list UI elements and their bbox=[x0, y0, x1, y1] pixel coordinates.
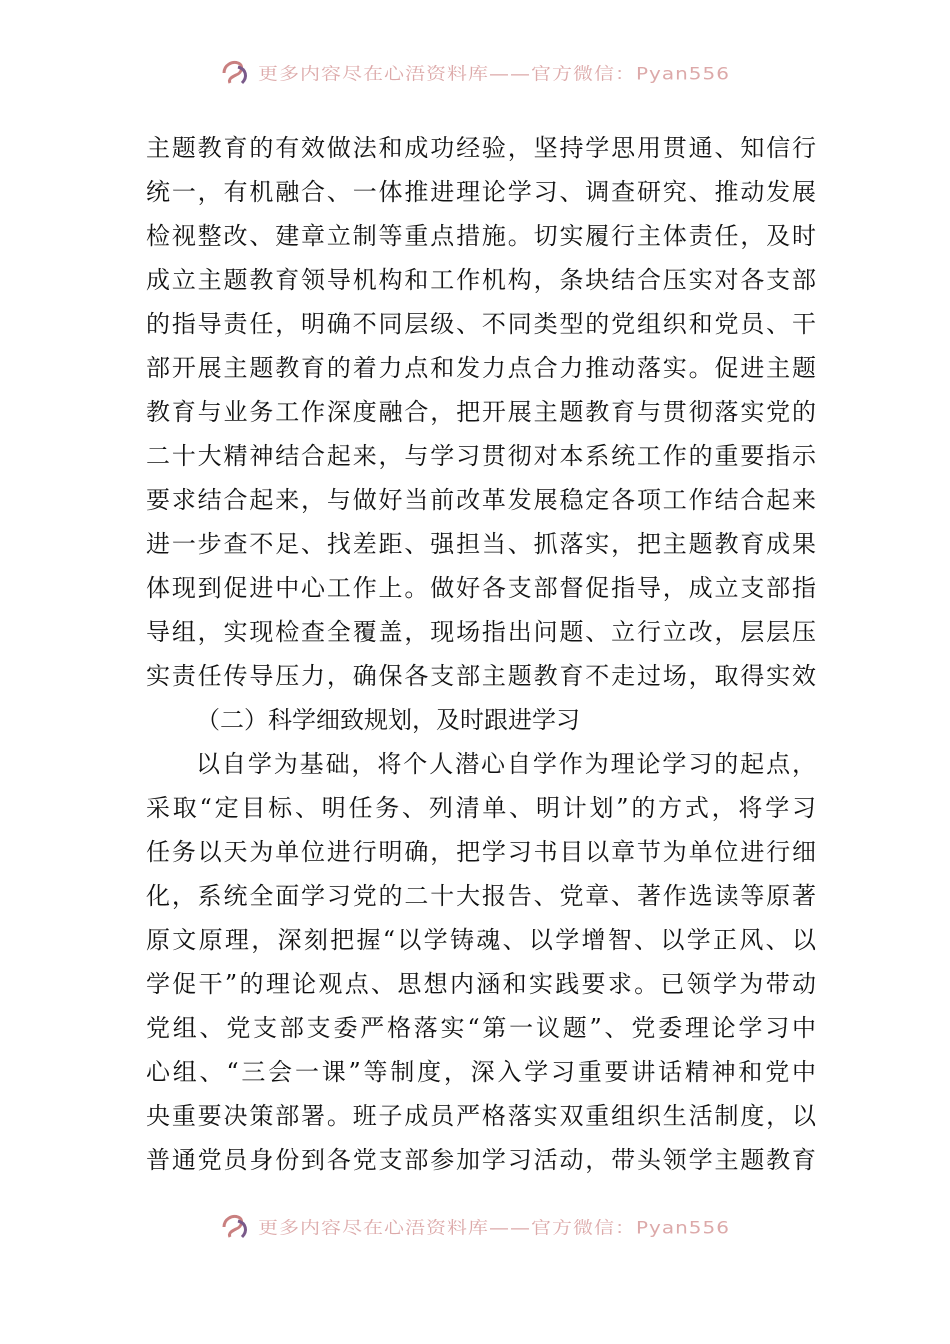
watermark-text: 更多内容尽在心浯资料库——官方微信：Pyan556 bbox=[257, 1217, 730, 1238]
watermark-text: 更多内容尽在心浯资料库——官方微信：Pyan556 bbox=[257, 63, 730, 84]
text-line: 党组、党支部支委严格落实“第一议题”、党委理论学习中 bbox=[146, 1014, 816, 1042]
text-line: 统一，有机融合、一体推进理论学习、调查研究、推动发展 bbox=[146, 178, 816, 206]
text-line: 任务以天为单位进行明确，把学习书目以章节为单位进行细 bbox=[146, 838, 816, 866]
text-line: 原文原理，深刻把握“以学铸魂、以学增智、以学正风、以 bbox=[146, 926, 816, 954]
text-line: 化，系统全面学习党的二十大报告、党章、著作选读等原著 bbox=[146, 882, 816, 910]
text-line: 二十大精神结合起来，与学习贯彻对本系统工作的重要指示 bbox=[146, 442, 816, 470]
text-line: 实责任传导压力，确保各支部主题教育不走过场，取得实效 bbox=[146, 662, 816, 690]
text-line: 教育与业务工作深度融合，把开展主题教育与贯彻落实党的 bbox=[146, 398, 816, 426]
text-line: 普通党员身份到各党支部参加学习活动，带头领学主题教育 bbox=[146, 1146, 816, 1174]
text-line: 主题教育的有效做法和成功经验，坚持学思用贯通、知信行 bbox=[146, 134, 816, 162]
paragraph-1 bbox=[146, 126, 816, 698]
document-body bbox=[146, 126, 816, 1182]
watermark-banner-top bbox=[0, 52, 950, 92]
text-line: 导组，实现检查全覆盖，现场指出问题、立行立改，层层压 bbox=[146, 618, 816, 646]
watermark-banner-bottom bbox=[0, 1206, 950, 1246]
watermark-logo-icon bbox=[220, 1211, 252, 1241]
text-line: 检视整改、建章立制等重点措施。切实履行主体责任，及时 bbox=[146, 222, 816, 250]
text-line: 要求结合起来，与做好当前改革发展稳定各项工作结合起来 bbox=[146, 486, 816, 514]
paragraph-2 bbox=[146, 742, 816, 1182]
text-line: 的指导责任，明确不同层级、不同类型的党组织和党员、干 bbox=[146, 310, 816, 338]
text-line: 学促干”的理论观点、思想内涵和实践要求。已领学为带动 bbox=[146, 970, 816, 998]
section-heading: （二）科学细致规划，及时跟进学习 bbox=[196, 706, 580, 734]
text-line: 成立主题教育领导机构和工作机构，条块结合压实对各支部 bbox=[146, 266, 816, 294]
text-line: 进一步查不足、找差距、强担当、抓落实，把主题教育成果 bbox=[146, 530, 816, 558]
text-line: 部开展主题教育的着力点和发力点合力推动落实。促进主题 bbox=[146, 354, 816, 382]
text-line: 采取“定目标、明任务、列清单、明计划”的方式，将学习 bbox=[146, 794, 816, 822]
watermark-logo-icon bbox=[220, 57, 252, 87]
text-line: 心组、“三会一课”等制度，深入学习重要讲话精神和党中 bbox=[146, 1058, 816, 1086]
text-line: 体现到促进中心工作上。做好各支部督促指导，成立支部指 bbox=[146, 574, 816, 602]
text-line: 以自学为基础，将个人潜心自学作为理论学习的起点， bbox=[196, 750, 816, 778]
text-line: 央重要决策部署。班子成员严格落实双重组织生活制度，以 bbox=[146, 1102, 816, 1130]
